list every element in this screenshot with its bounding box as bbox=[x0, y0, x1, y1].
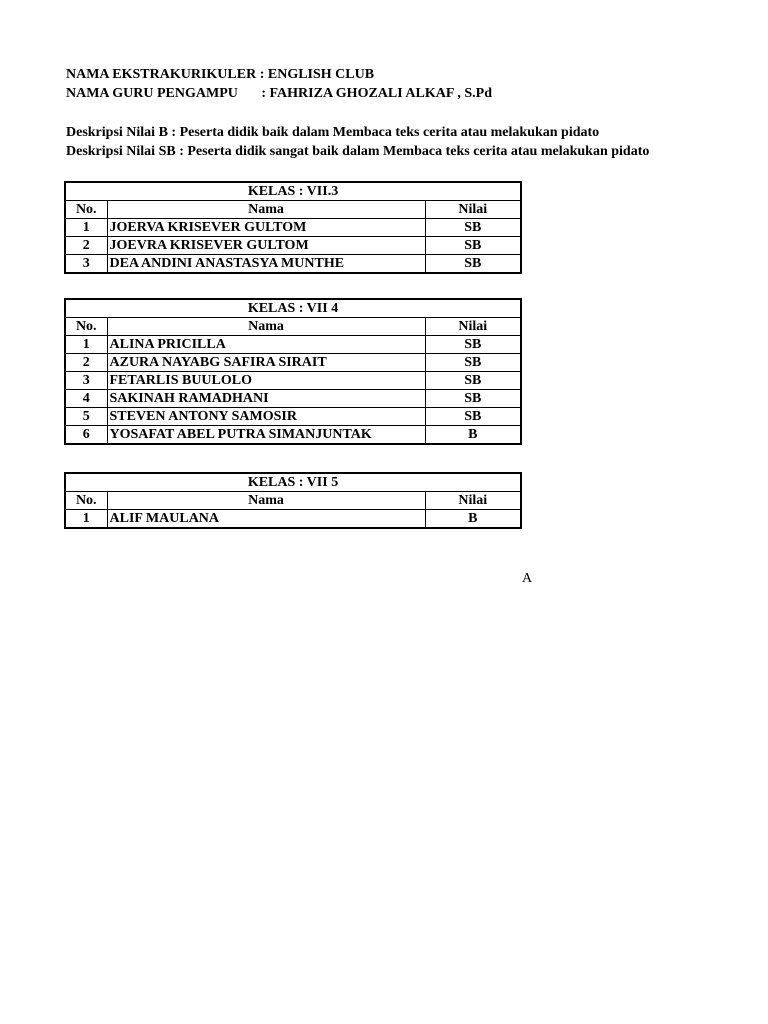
column-header-nilai: Nilai bbox=[425, 318, 521, 336]
ekskul-line bbox=[66, 66, 374, 83]
row-nama: ALINA PRICILLA bbox=[107, 336, 425, 354]
column-header-nama: Nama bbox=[107, 318, 425, 336]
column-header-nilai: Nilai bbox=[425, 492, 521, 510]
kelas-title: KELAS : VII.3 bbox=[65, 182, 521, 201]
stray-cell-text: A bbox=[522, 571, 533, 586]
description-b: Deskripsi Nilai B : Peserta didik baik dalam Membaca teks cerita atau melakukan pidato bbox=[66, 125, 600, 140]
row-nama: YOSAFAT ABEL PUTRA SIMANJUNTAK bbox=[107, 426, 425, 445]
row-no: 4 bbox=[65, 390, 107, 408]
column-header-no: No. bbox=[65, 318, 107, 336]
row-no: 3 bbox=[65, 255, 107, 274]
row-nilai: B bbox=[425, 510, 521, 529]
table-row bbox=[65, 372, 521, 390]
row-nilai: SB bbox=[425, 390, 521, 408]
column-header-nama: Nama bbox=[107, 201, 425, 219]
column-header-no: No. bbox=[65, 201, 107, 219]
table-row bbox=[65, 354, 521, 372]
row-nilai: SB bbox=[425, 372, 521, 390]
guru-label: NAMA GURU PENGAMPU bbox=[66, 86, 238, 101]
table-row bbox=[65, 237, 521, 255]
kelas-title: KELAS : VII 4 bbox=[65, 299, 521, 318]
kelas-table-1 bbox=[64, 181, 522, 274]
row-nama: JOERVA KRISEVER GULTOM bbox=[107, 219, 425, 237]
table-row bbox=[65, 255, 521, 274]
row-nilai: B bbox=[425, 426, 521, 445]
row-nilai: SB bbox=[425, 255, 521, 274]
table-row bbox=[65, 510, 521, 529]
table-row bbox=[65, 408, 521, 426]
column-header-nilai: Nilai bbox=[425, 201, 521, 219]
row-nama: ALIF MAULANA bbox=[107, 510, 425, 529]
row-no: 6 bbox=[65, 426, 107, 445]
row-nama: SAKINAH RAMADHANI bbox=[107, 390, 425, 408]
row-nilai: SB bbox=[425, 408, 521, 426]
kelas-table-3 bbox=[64, 472, 522, 529]
row-no: 2 bbox=[65, 354, 107, 372]
column-header-nama: Nama bbox=[107, 492, 425, 510]
description-sb: Deskripsi Nilai SB : Peserta didik sangat baik dalam Membaca teks cerita atau melakukan pidato bbox=[66, 144, 650, 159]
row-nama: JOEVRA KRISEVER GULTOM bbox=[107, 237, 425, 255]
guru-value: : FAHRIZA GHOZALI ALKAF , S.Pd bbox=[261, 86, 493, 101]
ekskul-value: : ENGLISH CLUB bbox=[259, 67, 375, 82]
row-no: 5 bbox=[65, 408, 107, 426]
row-nilai: SB bbox=[425, 237, 521, 255]
row-nama: AZURA NAYABG SAFIRA SIRAIT bbox=[107, 354, 425, 372]
row-no: 1 bbox=[65, 336, 107, 354]
row-no: 1 bbox=[65, 219, 107, 237]
row-no: 2 bbox=[65, 237, 107, 255]
row-no: 3 bbox=[65, 372, 107, 390]
table-row bbox=[65, 426, 521, 445]
ekskul-label: NAMA EKSTRAKURIKULER bbox=[66, 67, 257, 82]
kelas-title: KELAS : VII 5 bbox=[65, 473, 521, 492]
row-nilai: SB bbox=[425, 336, 521, 354]
guru-line bbox=[66, 85, 492, 102]
table-row bbox=[65, 219, 521, 237]
row-nama: DEA ANDINI ANASTASYA MUNTHE bbox=[107, 255, 425, 274]
row-nama: FETARLIS BUULOLO bbox=[107, 372, 425, 390]
kelas-table-2 bbox=[64, 298, 522, 445]
column-header-no: No. bbox=[65, 492, 107, 510]
row-no: 1 bbox=[65, 510, 107, 529]
table-row bbox=[65, 336, 521, 354]
row-nilai: SB bbox=[425, 354, 521, 372]
row-nilai: SB bbox=[425, 219, 521, 237]
table-row bbox=[65, 390, 521, 408]
row-nama: STEVEN ANTONY SAMOSIR bbox=[107, 408, 425, 426]
